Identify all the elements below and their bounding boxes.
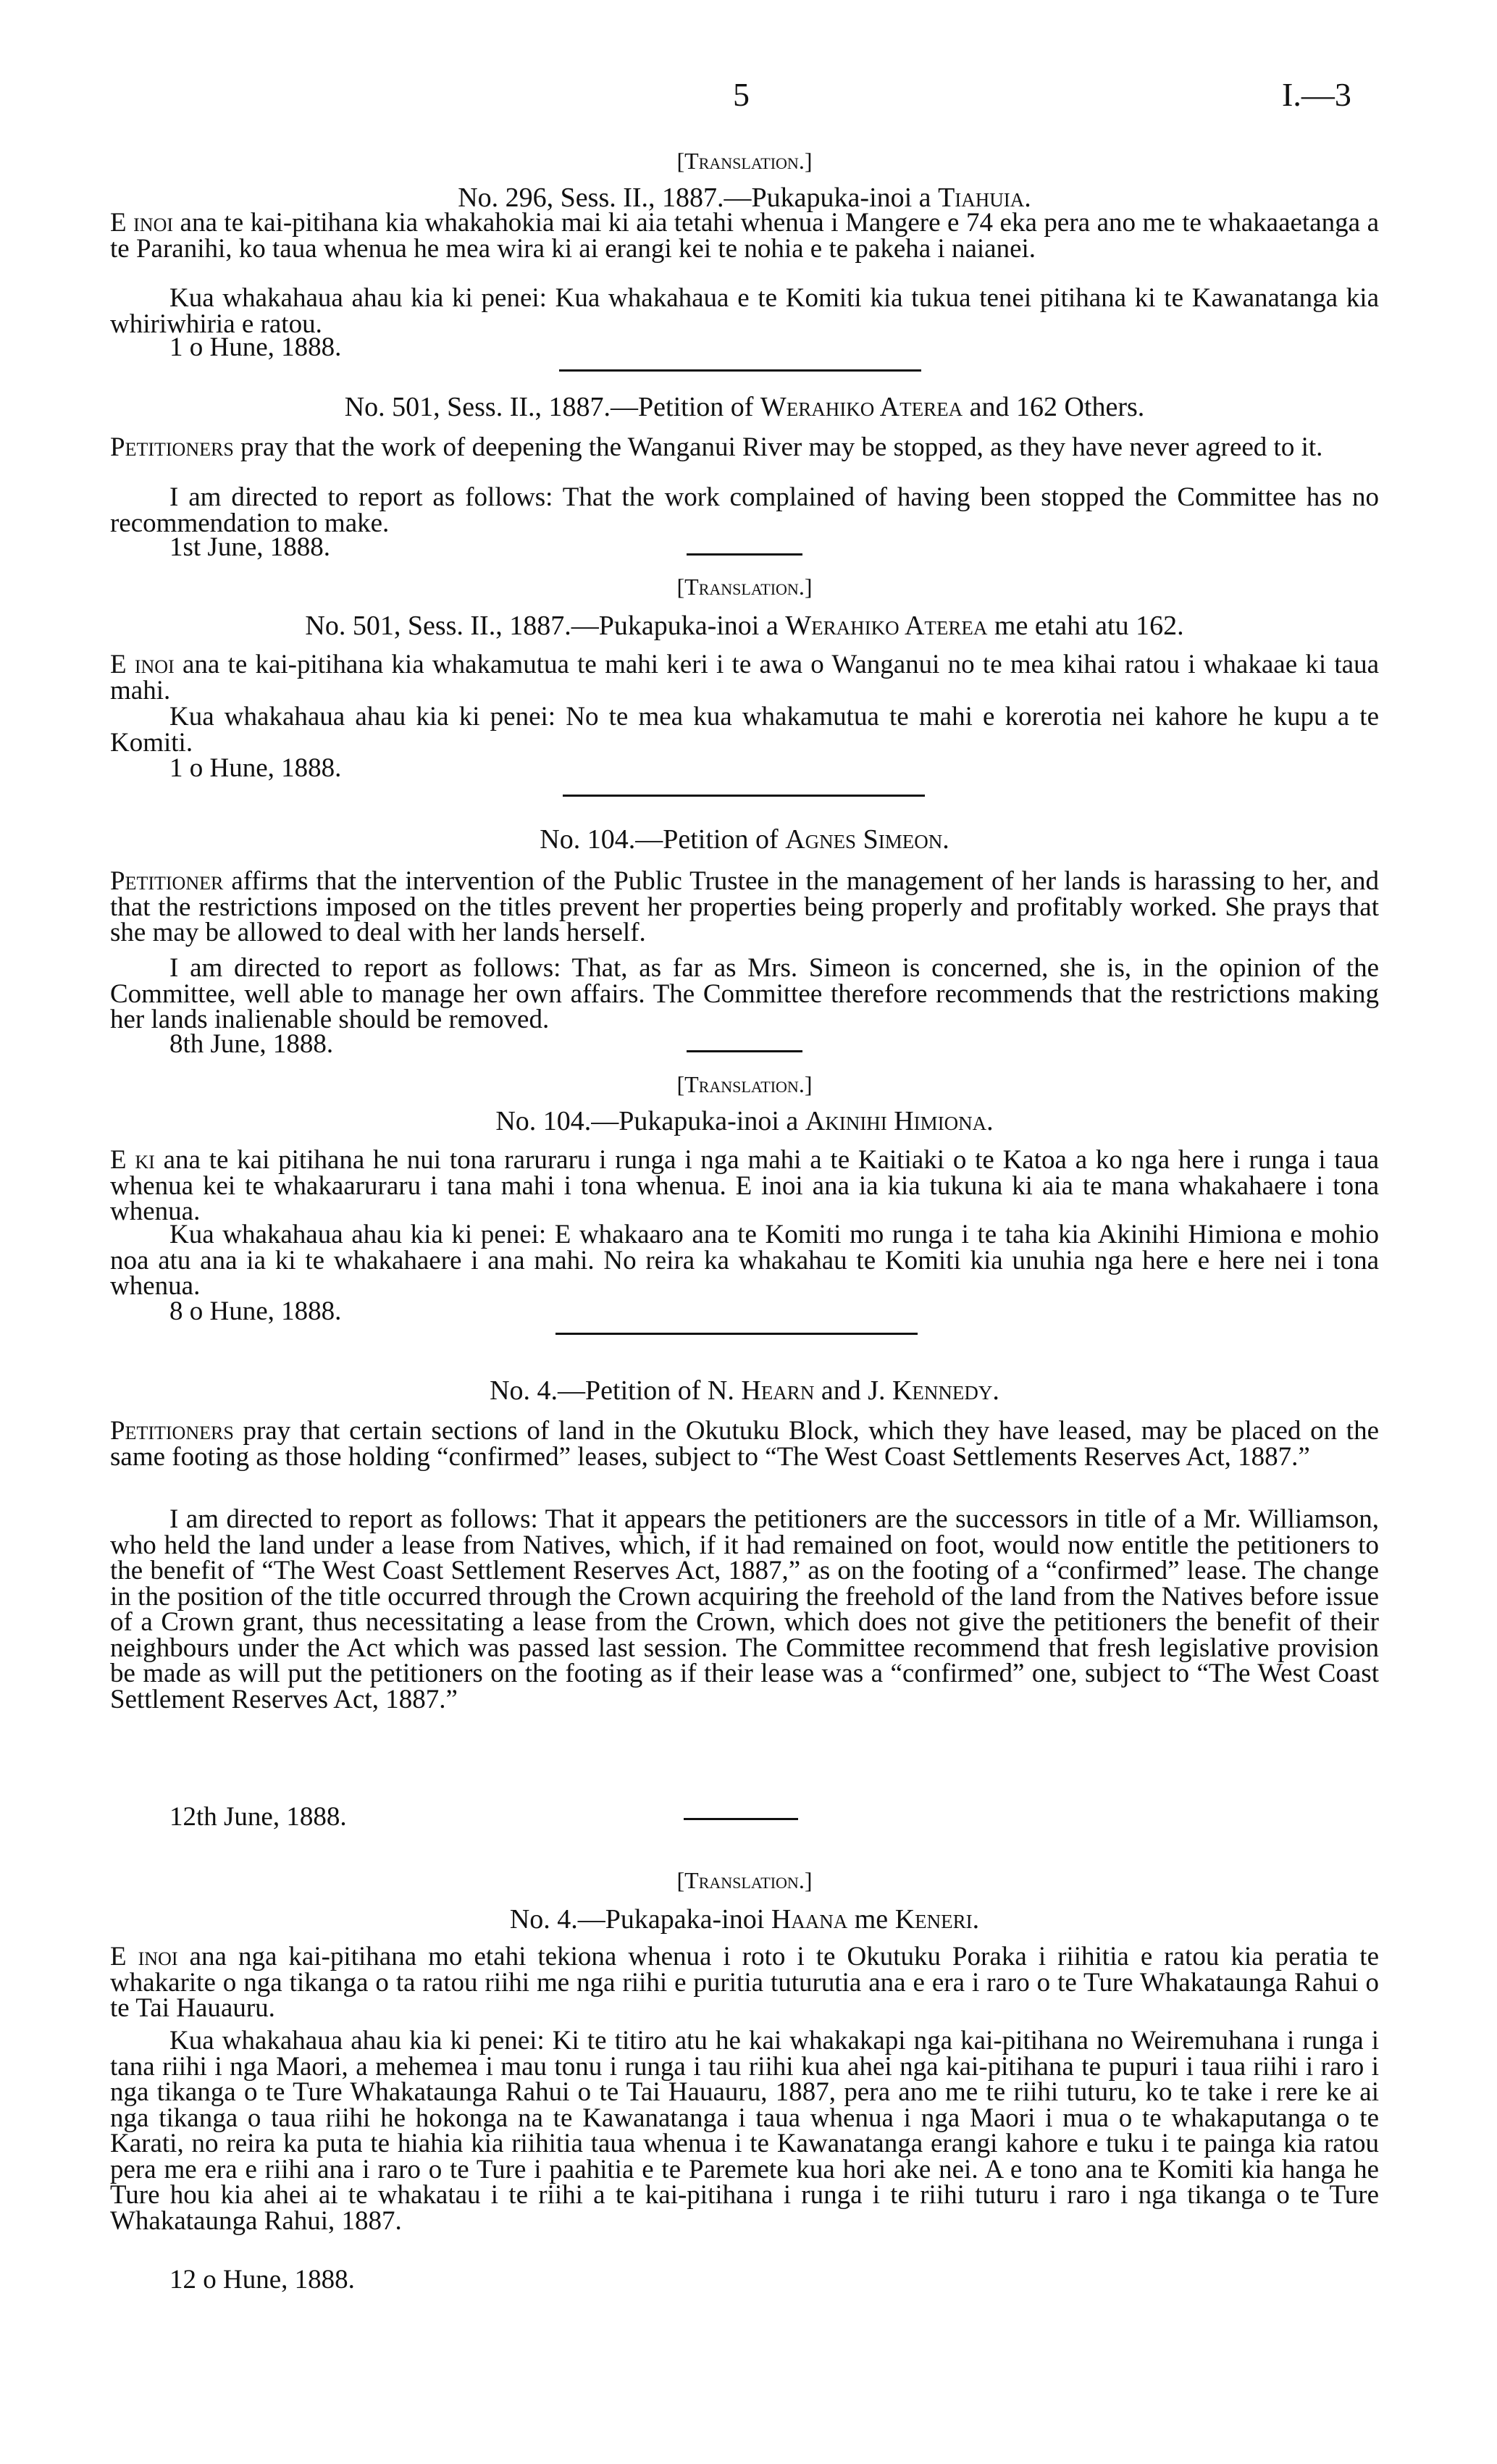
heading-text: No. 501, Sess. II., 1887.—Petition of [344, 392, 760, 422]
heading-text: and J. [814, 1375, 892, 1406]
bracket: .] [798, 1867, 813, 1893]
lead-words: Petitioners [110, 1416, 234, 1446]
translation-label [110, 147, 1379, 175]
document-reference: I.—3 [1282, 76, 1351, 113]
paragraph-text: affirms that the intervention of the Public Trustee in the management of her lands is harassing to her, and that the restrictions imposed on the titles prevent her properties being properly and profitably worked. She prays that she may be allowed to deal with her lands herself. [110, 866, 1379, 947]
report-paragraph: I am directed to report as follows: That it appears the petitioners are the successors in title of a Mr. Williamson, who held the land under a lease from Natives, which, if it had remained on foot, would now entitle the petitioners to the benefit of “The West Coast Settlement Reserves Act, 1887,” as on the footing of a “confirmed” lease. The change in the position of the title occurred through the Crown acquiring the freehold of the land from the Natives before issue of a Crown grant, thus necessitating a lease from the Crown, which does not give the petitioners the benefit of their neighbours under the Act which was passed last session. The Committee recommend that fresh legislative provision be made as will put the petitioners on the footing as if their lease was a “confirmed” one, subject to “The West Coast Settlement Reserves Act, 1887.” [110, 1504, 1379, 1714]
translation-label [110, 1070, 1379, 1098]
lead-words: E ki [110, 1145, 155, 1175]
translation-label [110, 1866, 1379, 1894]
translation-word: Translation [684, 574, 799, 600]
report-paragraph: I am directed to report as follows: That the work complained of having been stopped the Committee has no recommendation to make. [110, 482, 1379, 538]
petitioner-name: Werahiko Aterea [785, 611, 988, 641]
section-divider [555, 1333, 918, 1335]
paragraph-text: ana te kai-pitihana kia whakahokia mai ki aia tetahi whenua i Mangere e 74 eka pera ano me te whakaaetanga a te Paranihi, ko taua whenua he mea wira ki ai erangi kei te nohia e te pakeha i naianei. [110, 208, 1379, 264]
heading-text: No. 104.—Pukapuka-inoi a [495, 1106, 805, 1136]
bracket: [ [676, 574, 685, 600]
heading-text: No. 4.—Pukapaka-inoi [509, 1904, 771, 1935]
page-number: 5 [733, 76, 750, 113]
lead-words: Petitioner [110, 866, 224, 896]
lead-words: E inoi [110, 650, 175, 679]
bracket: [ [676, 148, 685, 174]
report-paragraph: Kua whakahaua ahau kia ki penei: No te mea kua whakamutua te mahi e korerotia nei kahore he kupu a te Komiti. [110, 702, 1379, 758]
heading-text: . [1024, 183, 1031, 213]
date-line: 1 o Hune, 1888. [169, 753, 342, 783]
bracket: .] [798, 148, 813, 174]
petitioner-name: Hearn [741, 1375, 815, 1406]
bracket: .] [798, 1071, 813, 1097]
date-line: 12 o Hune, 1888. [169, 2265, 355, 2295]
petitioner-name: Kennedy [892, 1375, 993, 1406]
bracket: [ [676, 1867, 685, 1893]
heading-text: No. 104.—Petition of [540, 824, 786, 855]
section-heading [110, 1906, 1379, 1933]
date-line: 1st June, 1888. [169, 532, 330, 562]
date-line: 1 o Hune, 1888. [169, 332, 342, 362]
paragraph-text: ana nga kai-pitihana mo etahi tekiona whenua i roto i te Okutuku Poraka i riihitia e ratou kia peratia te whakarite o nga tikanga o ta ratou riihi me nga riihi e puritia tuturutia ana e era i raro o te Ture Whakataunga Rahui o te Tai Hauauru. [110, 1942, 1379, 2023]
heading-text: me [847, 1904, 895, 1935]
petition-paragraph [110, 432, 1379, 462]
section-divider [559, 369, 921, 372]
heading-text: . [986, 1106, 994, 1136]
petitioner-name: Werahiko Aterea [760, 392, 963, 422]
heading-text: No. 501, Sess. II., 1887.—Pukapuka-inoi a [305, 611, 786, 641]
date-line: 8th June, 1888. [169, 1029, 334, 1059]
report-paragraph: Kua whakahaua ahau kia ki penei: Ki te titiro atu he kai whakakapi nga kai-pitihana no Weiremuhana i runga i tana riihi i nga Maori, a mehemea i mau tonu i runga i tau riihi kua ahei nga kai-pitihana te pupuri i taua riihi i raro i nga tikanga o te Ture Whakataunga Rahui o te Tai Hauauru, 1887, pera ano me te riihi tuturu, ko te take i rere ke ai nga tikanga o taua riihi he hokonga na te Kawanatanga i taua whenua i nga Maori i mua o te whakaputanga o te Karati, no reira ka puta te hiahia kia riihitia taua whenua i te Kawanatanga erangi kahore e tuku i te painga kia ratou pera me era e riihi ana i raro o te Ture i paahitia e te Paremete kua hori ake nei. A e tono ana te Komiti kia hanga he Ture hou kia ahei ai te whakatau i te riihi a te kai-pitihana i runga i te riihi tuturu i raro i nga tikanga o te Ture Whakataunga Rahui, 1887. [110, 2026, 1379, 2236]
translation-label [110, 573, 1379, 600]
paragraph-text: ana te kai-pitihana kia whakamutua te mahi keri i te awa o Wanganui no te mea kihai ratou i whakaae ki taua mahi. [110, 650, 1379, 705]
heading-text: No. 4.—Petition of N. [490, 1375, 742, 1406]
section-heading [110, 1107, 1379, 1135]
short-divider [687, 553, 802, 556]
lead-words: E inoi [110, 208, 174, 238]
petitioner-name: Keneri [894, 1904, 973, 1935]
petition-paragraph [110, 868, 1379, 946]
paragraph-text: pray that certain sections of land in the Okutuku Block, which they have leased, may be placed on the same footing as those holding “confirmed” leases, subject to “The West Coast Settlements Reserves Act, 1887.” [110, 1416, 1379, 1472]
heading-text: me etahi atu 162. [987, 611, 1184, 641]
section-heading [110, 612, 1379, 640]
petition-paragraph [110, 1147, 1379, 1225]
heading-text: . [972, 1904, 980, 1935]
short-divider [684, 1818, 798, 1820]
report-paragraph: Kua whakahaua ahau kia ki penei: Kua whakahaua e te Komiti kia tukua tenei pitihana ki te Kawanatanga kia whiriwhiria e ratou. [110, 283, 1379, 339]
report-paragraph: I am directed to report as follows: That, as far as Mrs. Simeon is concerned, she is, in the opinion of the Committee, well able to manage her own affairs. The Committee therefore recommends that the restrictions making her lands inalienable should be removed. [110, 953, 1379, 1034]
section-heading [110, 826, 1379, 853]
translation-word: Translation [684, 1867, 799, 1893]
petitioner-name: Agnes Simeon [785, 824, 943, 855]
petitioner-name: Tiahuia [938, 183, 1025, 213]
heading-text: . [942, 824, 949, 855]
heading-text: No. 296, Sess. II., 1887.—Pukapuka-inoi a [458, 183, 939, 213]
petition-paragraph [110, 1944, 1379, 2021]
lead-words: Petitioners [110, 432, 234, 462]
heading-text: . [992, 1375, 999, 1406]
lead-words: E inoi [110, 1942, 178, 1971]
petition-paragraph [110, 652, 1379, 703]
paragraph-text: pray that the work of deepening the Wanganui River may be stopped, as they have never agreed to it. [233, 432, 1323, 462]
short-divider [687, 1050, 802, 1052]
report-paragraph: Kua whakahaua ahau kia ki penei: E whakaaro ana te Komiti mo runga i te taha kia Akinihi Himiona e mohio noa atu ana ia ki te whakahaere i ana mahi. No reira ka whakahau te Komiti kia unuhia nga here e here nei i tona whenua. [110, 1220, 1379, 1301]
paragraph-text: ana te kai pitihana he nui tona raruraru i runga i nga mahi a te Kaitiaki o te Katoa a ko nga here i runga i taua whenua kei te whakaaruraru i tana mahi i tona whenua. E inoi ana ia kia tukuna ki aia te mana whakahaere i tona whenua. [110, 1145, 1379, 1226]
petitioner-name: Akinihi Himiona [805, 1106, 987, 1136]
bracket: .] [798, 574, 813, 600]
section-heading [110, 393, 1379, 421]
date-line: 8 o Hune, 1888. [169, 1296, 342, 1326]
section-divider [563, 795, 925, 797]
translation-word: Translation [684, 1071, 799, 1097]
petition-paragraph [110, 1418, 1379, 1470]
petition-paragraph [110, 208, 1379, 264]
section-heading [110, 1377, 1379, 1404]
petitioner-name: Haana [771, 1904, 848, 1935]
bracket: [ [676, 1071, 685, 1097]
heading-text: and 162 Others. [963, 392, 1145, 422]
date-line: 12th June, 1888. [169, 1802, 347, 1832]
translation-word: Translation [684, 148, 799, 174]
